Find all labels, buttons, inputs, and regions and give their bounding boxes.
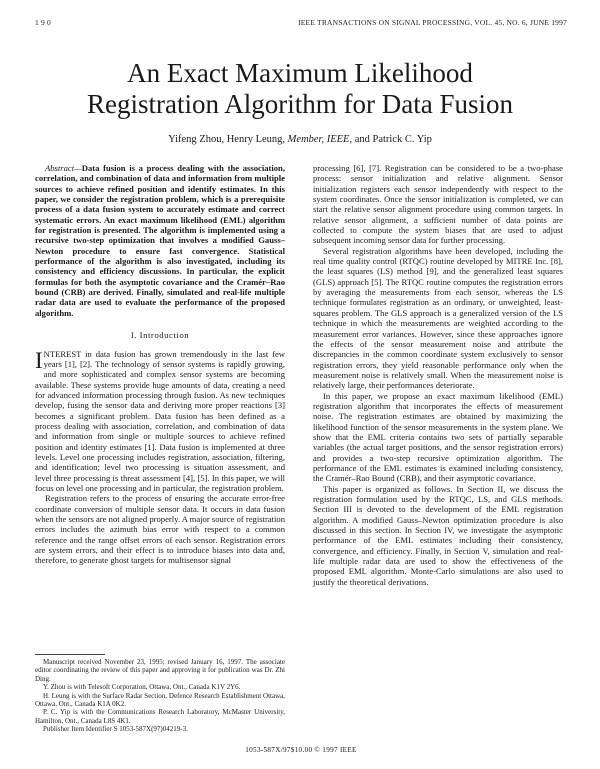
running-header — [35, 18, 567, 30]
journal-name: IEEE TRANSACTIONS ON SIGNAL PROCESSING, VOL. 45, NO. 6, JUNE 1997 — [298, 18, 567, 27]
right-column — [313, 163, 563, 587]
right-paragraph-4: This paper is organized as follows. In Section II, we discuss the registration formulation used by the RTQC, LS, and GLS methods. Section III is devoted to the development of the EML registration algorithm. A modified Gauss–Newton optimization procedure is also discussed in this section. In Section IV, we investigate the asymptotic performance of the EML estimates including their consistency, convergence, and efficiency. Finally, in Section V, simulation and real-life multiple radar data are used to show the effectiveness of the proposed EML algorithm. Monte-Carlo simulations are also used to justify the theoretical derivations. — [313, 483, 563, 587]
left-column — [35, 163, 285, 566]
footnote-author-leung: H. Leung is with the Surface Radar Section, Defence Research Establishment Ottawa, Ottawa, Ont., Canada K1A 0K2. — [35, 691, 285, 709]
copyright-footer: 1053-587X/97$10.00 © 1997 IEEE — [245, 746, 357, 754]
right-paragraph-1: processing [6], [7]. Registration can be considered to be a two-phase process: sensor initialization and relative alignment. Sensor initialization registers each sensor independently with respect to the system coordinates. Once the sensor initialization is completed, we can start the relative sensor alignment procedure using common targets. In relative sensor alignment, a sufficient number of data points are collected to compute the system biases that are used to adjust subsequent incoming sensor data for further processing. — [313, 163, 563, 246]
author-membership: Member, IEEE, — [287, 134, 353, 145]
title-line-1: An Exact Maximum Likelihood — [127, 58, 473, 88]
authors-names-before: Yifeng Zhou, Henry Leung, — [168, 134, 286, 145]
footnote-manuscript: Manuscript received November 23, 1995; revised January 16, 1997. The associate editor coordinating the review of this paper and approving it for publication was Dr. Zhi Ding. — [35, 658, 285, 683]
footnote-author-yip: P. C. Yip is with the Communications Research Laboratory, McMaster University, Hamilton, Ont., Canada L8S 4K1. — [35, 708, 285, 725]
section-heading-introduction: I. Introduction — [130, 330, 190, 341]
footnote-author-zhou: Y. Zhou is with Telesoft Corporation, Ottawa, Ont., Canada K1V 2Y6. — [43, 683, 241, 692]
author-list — [40, 134, 560, 145]
paper-title — [40, 58, 560, 120]
page-number: 1 9 0 — [35, 18, 51, 27]
drop-cap: I — [35, 347, 43, 373]
right-paragraph-3: In this paper, we propose an exact maximum likelihood (EML) registration algorithm that incorporates the effects of measurement noise. The registration estimates are obtained by maximizing the likelihood function of the sensor measurements in the system plane. We show that the EML criteria contains two sets of partially separable variables (the actual target positions, and the sensor registration errors) and provides a two-step recursive optimization algorithm. The performance of the EML estimates is examined including consistency, the Cramér–Rao Bound (CRB), and their asymptotic covariance. — [313, 390, 563, 484]
authors-names-after: and Patrick C. Yip — [354, 134, 432, 145]
abstract — [35, 163, 285, 318]
intro-paragraph-1-text: NTEREST in data fusion has grown tremendously in the last few years [1], [2]. The technology of sensor systems is rapidly growing, and more sophisticated and complex sensor systems are becoming available. These systems provide huge amounts of data, creating a need for advanced information processing through fusion. As new techniques develop, fusing the sensor data and deriving more proper reactions [3] becomes a significant problem. Data fusion has been defined as a process dealing with association, correlation, and combination of data and information from single or multiple sources to achieve refined position and identity estimates [1]. Data fusion is implemented at three levels. Level one processing includes registration, association, filtering, and identification; level two processing is situation assessment, and level three processing is threat assessment [4], [5]. In this paper, we will focus on level one processing and in particular, the registration problem. — [35, 348, 285, 493]
title-line-2: Registration Algorithm for Data Fusion — [87, 89, 513, 119]
intro-paragraph-1 — [35, 349, 285, 494]
abstract-lead: Abstract— — [45, 163, 82, 173]
intro-paragraph-2: Registration refers to the process of ensuring the accurate error-free coordinate conversion of multiple sensor data. It occurs in data fusion when the sensors are not aligned properly. A major source of registration errors includes the azimuth bias error with respect to a common reference and the range offset errors of each sensor. Registration errors are system errors, and their effect is to introduce biases into data and, therefore, to generate ghost targets for multisensor signal — [35, 493, 285, 566]
abstract-body: Data fusion is a process dealing with the association, correlation, and combination of data and information from multiple sources to achieve refined position and identify estimates. In this paper, we consider the registration problem, which is a prerequisite process of a data fusion system to accurately estimate and correct systematic errors. An exact maximum likelihood (EML) algorithm for registration is presented. The algorithm is implemented using a recursive two-step optimization that involves a modified Gauss–Newton procedure to ensure fast convergence. Statistical performance of the algorithm is also investigated, including its consistency and efficiency discussions. In particular, the explicit formulas for both the asymptotic covariance and the Cramér–Rao bound (CRB) are derived. Finally, simulated and real-life multiple radar data are used to evaluate the performance of the proposed algorithm. — [35, 163, 285, 318]
footnote-rule — [35, 654, 105, 655]
footnote-publisher-id: Publisher Item Identifier S 1053-587X(97)04219-3. — [43, 725, 188, 734]
right-paragraph-2: Several registration algorithms have been developed, including the real time quality control (RTQC) routine developed by MITRE Inc. [8], the least squares (LS) method [9], and the generalized least squares (GLS) approach [5]. The RTQC routine computes the registration errors by averaging the measurements from each sensor, whereas the LS technique formulates registration as an ordinary, or unweighted, least-squares problem. The GLS approach is a generalized version of the LS technique in which the measurements are weighted according to the measurement error variances. However, since these approaches ignore the effects of the sensor measurement noise and attribute the discrepancies in the common coordinate system exclusively to sensor registration errors, they yield reasonable performance only when the measurement noise is relatively small. When the measurement noise is relatively large, their performances deteriorate. — [313, 245, 563, 391]
footnotes — [35, 654, 285, 734]
